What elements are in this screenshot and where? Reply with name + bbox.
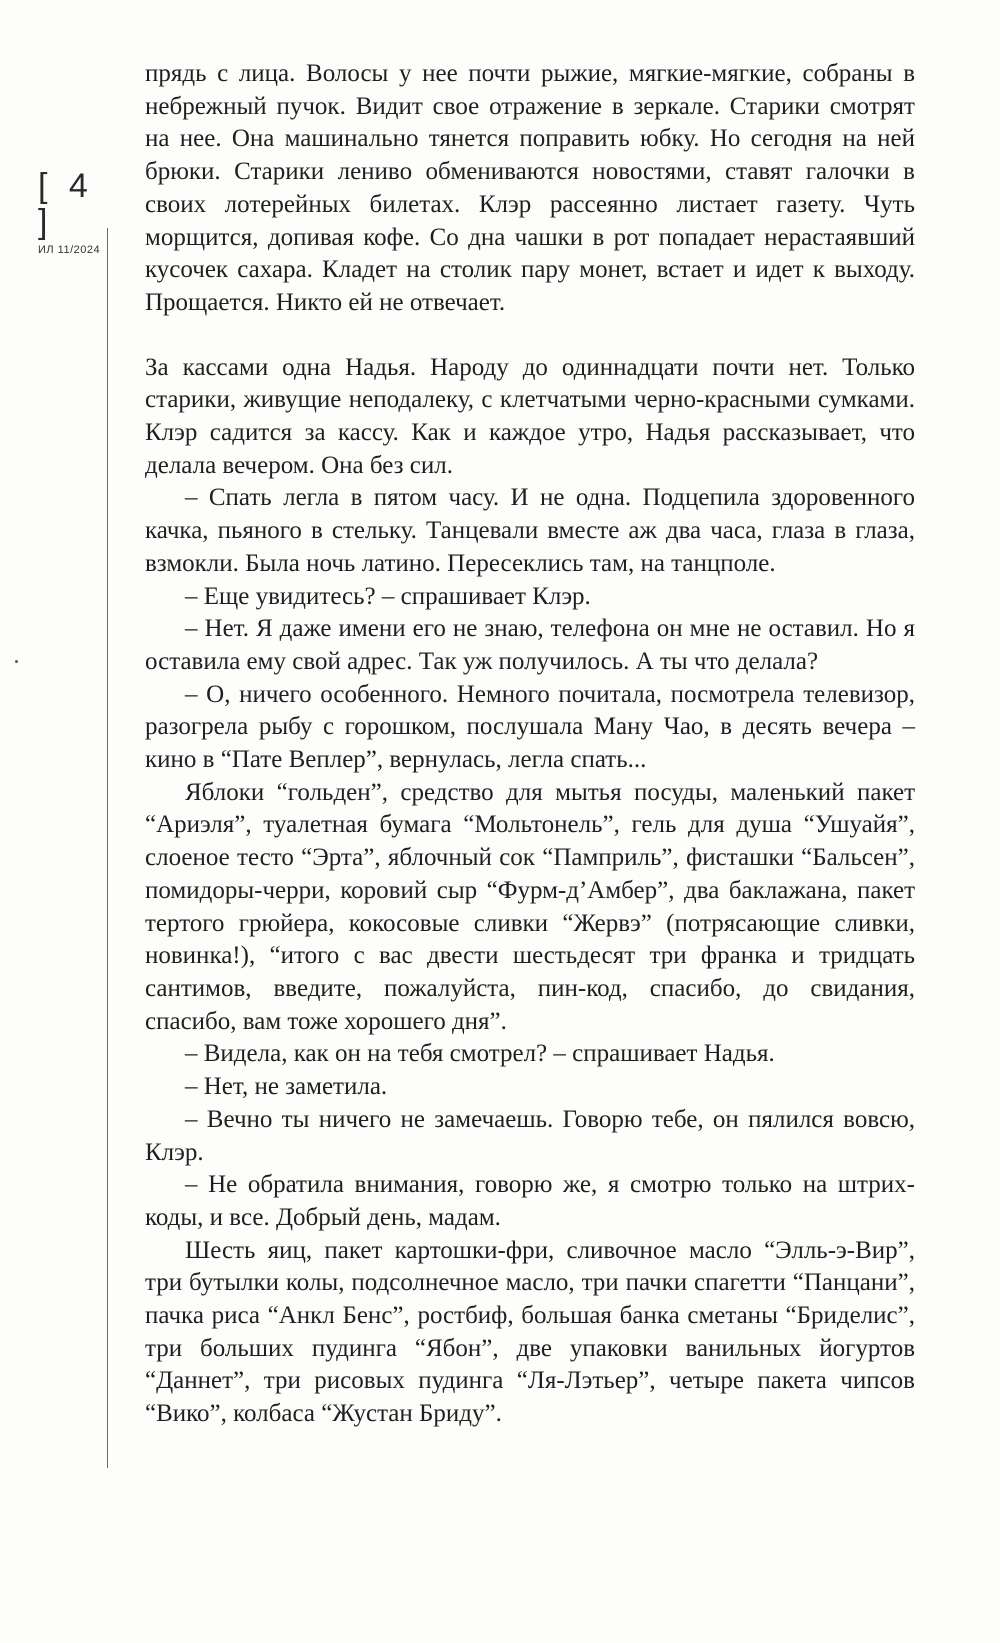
dialogue-line: – Нет, не заметила. [185,1073,388,1101]
journal-issue: ИЛ 11/2024 [38,244,101,256]
paragraph: Шесть яиц, пакет картошки-фри, сливочное масло “Элль-э-Вир”, три бутылки колы, подсолнечное масло, три пачки спагетти “Панцани”, пачка риса “Анкл Бенс”, ростбиф, большая банка сметаны “Бриделис”, три больших пудинга “Ябон”, две упаковки ванильных йогуртов “Даннет”, три рисовых пудинга “Ля-Лэтьер”, четыре пакета чипсов “Вико”, колбаса “Жустан Бриду”. [145,1236,915,1428]
dialogue-line: – О, ничего особенного. Немного почитала, посмотрела телевизор, разогрела рыбу с горошком, послушала Ману Чао, в десять вечера – кино в “Пате Веплер”, вернулась, легла спать... [145,680,915,774]
dialogue-line: – Нет. Я даже имени его не знаю, телефона он мне не оставил. Но я оставила ему свой адрес. Так уж получилось. А ты что делала? [145,615,915,675]
paragraph: За кассами одна Надья. Народу до одиннадцати почти нет. Только старики, живущие неподалеку, с клетчатыми черно-красными сумками. Клэр садится за кассу. Как и каждое утро, Надья рассказывает, что делала вечером. Она без сил. [145,353,915,479]
dialogue-line: – Не обратила внимания, говорю же, я смотрю только на штрих-коды, и все. Добрый день, мадам. [145,1171,915,1231]
page-margin [38,168,112,256]
page-number: [ 4 ] [38,167,94,241]
body-text [145,58,915,1431]
dialogue-line: – Еще увидитесь? – спрашивает Клэр. [185,582,591,610]
dialogue-line: – Видела, как он на тебя смотрел? – спрашивает Надья. [185,1040,775,1068]
paragraph: Яблоки “гольден”, средство для мытья посуды, маленький пакет “Ариэля”, туалетная бумага “Мольтонель”, гель для душа “Ушуайя”, слоеное тесто “Эрта”, яблочный сок “Памприль”, фисташки “Бальсен”, помидоры-черри, коровий сыр “Фурм-д’Амбер”, два баклажана, пакет тертого грюйера, кокосовые сливки “Жервэ” (потрясающие сливки, новинка!), “итого с вас двести шестьдесят три франка и тридцать сантимов, введите, пожалуйста, пин-код, спасибо, до свидания, спасибо, вам тоже хорошего дня”. [145,778,915,1035]
paragraph: прядь с лица. Волосы у нее почти рыжие, мягкие-мягкие, собраны в небрежный пучок. Видит свое отражение в зеркале. Старики смотрят на нее. Она машинально тянется поправить юбку. Но сегодня на ней брюки. Старики лениво обмениваются новостями, ставят галочки в своих лотерейных билетах. Клэр рассеянно листает газету. Чуть морщится, допивая кофе. Со дна чашки в рот попадает нерастаявший кусочек сахара. Кладет на столик пару монет, встает и идет к выходу. Прощается. Никто ей не отвечает. [145,60,915,316]
margin-rule [107,228,108,1468]
dialogue-line: – Спать легла в пятом часу. И не одна. Подцепила здоровенного качка, пьяного в стельку. Танцевали вместе аж два часа, глаза в глаза, взмокли. Была ночь латино. Пересеклись там, на танцполе. [145,484,915,577]
dialogue-line: – Вечно ты ничего не замечаешь. Говорю тебе, он пялился вовсю, Клэр. [145,1105,915,1166]
scan-speck [15,660,18,663]
